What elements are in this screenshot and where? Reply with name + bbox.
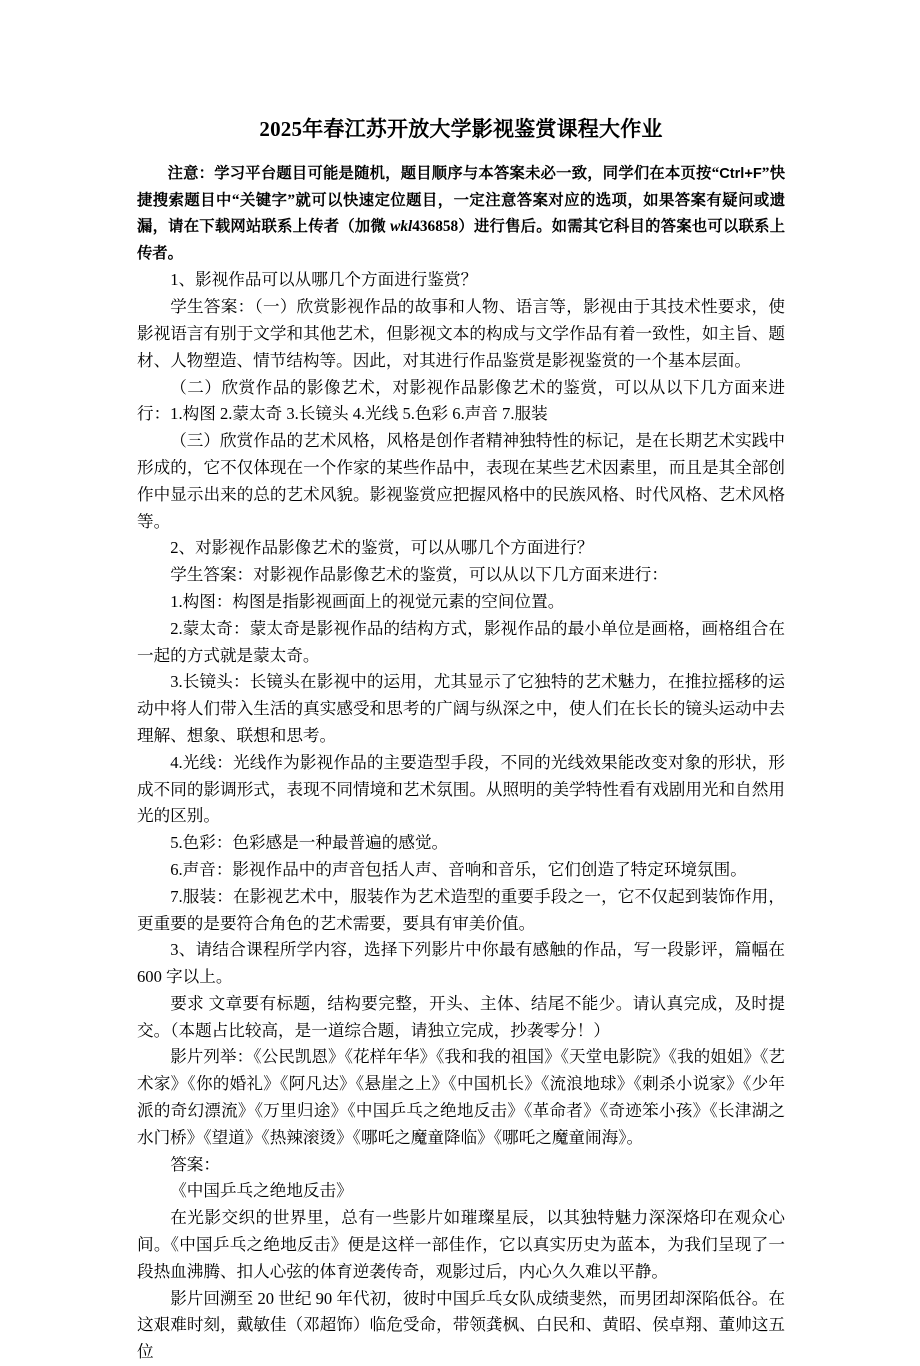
notice-tail-text: ）进行售后。如需其它科目的答案也可以联系上传者。 [137,218,785,262]
question-2-answer-item-5: 5.色彩：色彩感是一种最普遍的感觉。 [170,833,449,853]
question-2-answer-item-1: 1.构图：构图是指影视画面上的视觉元素的空间位置。 [170,591,565,611]
notice-paragraph [137,161,785,267]
question-2-answer-item-4: 4.光线：光线作为影视作品的主要造型手段，不同的光线效果能改变对象的形状，形成不同的影调形式，表现不同情境和艺术氛围。从照明的美学特性看有戏剧用光和自然用光的区别。 [137,752,785,826]
question-1-answer-part-2: （二）欣赏作品的影像艺术，对影视作品影像艺术的鉴赏，可以从以下几方面来进行：1.构图 2.蒙太奇 3.长镜头 4.光线 5.色彩 6.声音 7.服装 [137,377,785,424]
question-3-requirements: 要求 文章要有标题，结构要完整，开头、主体、结尾不能少。请认真完成，及时提交。（本题占比较高，是一道综合题，请独立完成，抄袭零分！） [137,993,785,1040]
answer-label: 答案： [170,1154,220,1174]
answer-essay-title: 《中国乒乓之绝地反击》 [170,1181,353,1201]
notice-shortcut-key: Ctrl+F [719,166,762,182]
question-1-heading: 1、影视作品可以从哪几个方面进行鉴赏？ [170,270,478,290]
question-2-heading: 2、对影视作品影像艺术的鉴赏，可以从哪几个方面进行？ [170,538,594,558]
question-2-answer-item-6: 6.声音：影视作品中的声音包括人声、音响和音乐，它们创造了特定环境氛围。 [170,859,747,879]
answer-essay-paragraph-1: 在光影交织的世界里，总有一些影片如璀璨星辰，以其独特魅力深深烙印在观众心间。《中国乒乓之绝地反击》便是这样一部佳作，它以真实历史为蓝本，为我们呈现了一段热血沸腾、扣人心弦的体育逆袭传奇，观影过后，内心久久难以平静。 [137,1208,785,1281]
question-1-answer-part-3: （三）欣赏作品的艺术风格，风格是创作者精神独特性的标记，是在长期艺术实践中形成的，它不仅体现在一个作家的某些作品中，表现在某些艺术因素里，而且是其全部创作中显示出来的总的艺术风貌。影视鉴赏应把握风格中的民族风格、时代风格、艺术风格等。 [137,431,785,531]
question-2-answer-item-3: 3.长镜头：长镜头在影视中的运用，尤其显示了它独特的艺术魅力，在推拉摇移的运动中将人们带入生活的真实感受和思考的广阔与纵深之中，使人们在长长的镜头运动中去理解、想象、联想和思考。 [137,672,785,745]
question-2-answer-item-2: 2.蒙太奇：蒙太奇是影视作品的结构方式，影视作品的最小单位是画格，画格组合在一起的方式就是蒙太奇。 [137,618,785,665]
notice-lead-text: 注意：学习平台题目可能是随机，题目顺序与本答案未必一致，同学们在本页按“ [167,165,720,182]
notice-contact-number: 436858 [412,218,459,236]
question-2-answer-item-7: 7.服装：在影视艺术中，服装作为艺术造型的重要手段之一，它不仅起到装饰作用，更重要的是要符合角色的艺术需要，要具有审美价值。 [137,886,785,933]
document-content [137,0,785,1366]
page-title: 2025年春江苏开放大学影视鉴赏课程大作业 [259,117,663,141]
answer-essay-paragraph-2: 影片回溯至 20 世纪 90 年代初，彼时中国乒乓女队成绩斐然，而男团却深陷低谷。在这艰难时刻，戴敏佳（邓超饰）临危受命，带领龚枫、白民和、黄昭、侯卓翔、董帅这五位 [137,1288,785,1362]
question-3-film-list: 影片列举：《公民凯恩》《花样年华》《我和我的祖国》《天堂电影院》《我的姐姐》《艺术家》《你的婚礼》《阿凡达》《悬崖之上》《中国机长》《流浪地球》《刺杀小说家》《少年派的奇幻漂流》《万里归途》《中国乒乓之绝地反击》《革命者》《奇迹笨小孩》《长津湖之水门桥》《望道》《热辣滚烫》《哪吒之魔童降临》《哪吒之魔童闹海》。 [137,1047,785,1147]
question-1-answer-part-1: 学生答案：（一）欣赏影视作品的故事和人物、语言等，影视由于其技术性要求，使影视语言有别于文学和其他艺术，但影视文本的构成与文学作品有着一致性，如主旨、题材、人物塑造、情节结构等。因此，对其进行作品鉴赏是影视鉴赏的一个基本层面。 [137,297,785,370]
title-spacer [137,143,785,161]
notice-mid-text: ”快捷搜索题目中“关键字”就可以快速定位题目，一定注意答案对应的选项，如果答案有疑问或遗漏，请在下载网站联系上传者（加微 [137,165,785,236]
question-2-answer-intro: 学生答案：对影视作品影像艺术的鉴赏，可以从以下几方面来进行： [170,565,668,585]
question-3-heading: 3、请结合课程所学内容，选择下列影片中你最有感触的作品，写一段影评，篇幅在 600 字以上。 [137,940,785,987]
notice-contact-prefix: wkl [390,218,413,236]
